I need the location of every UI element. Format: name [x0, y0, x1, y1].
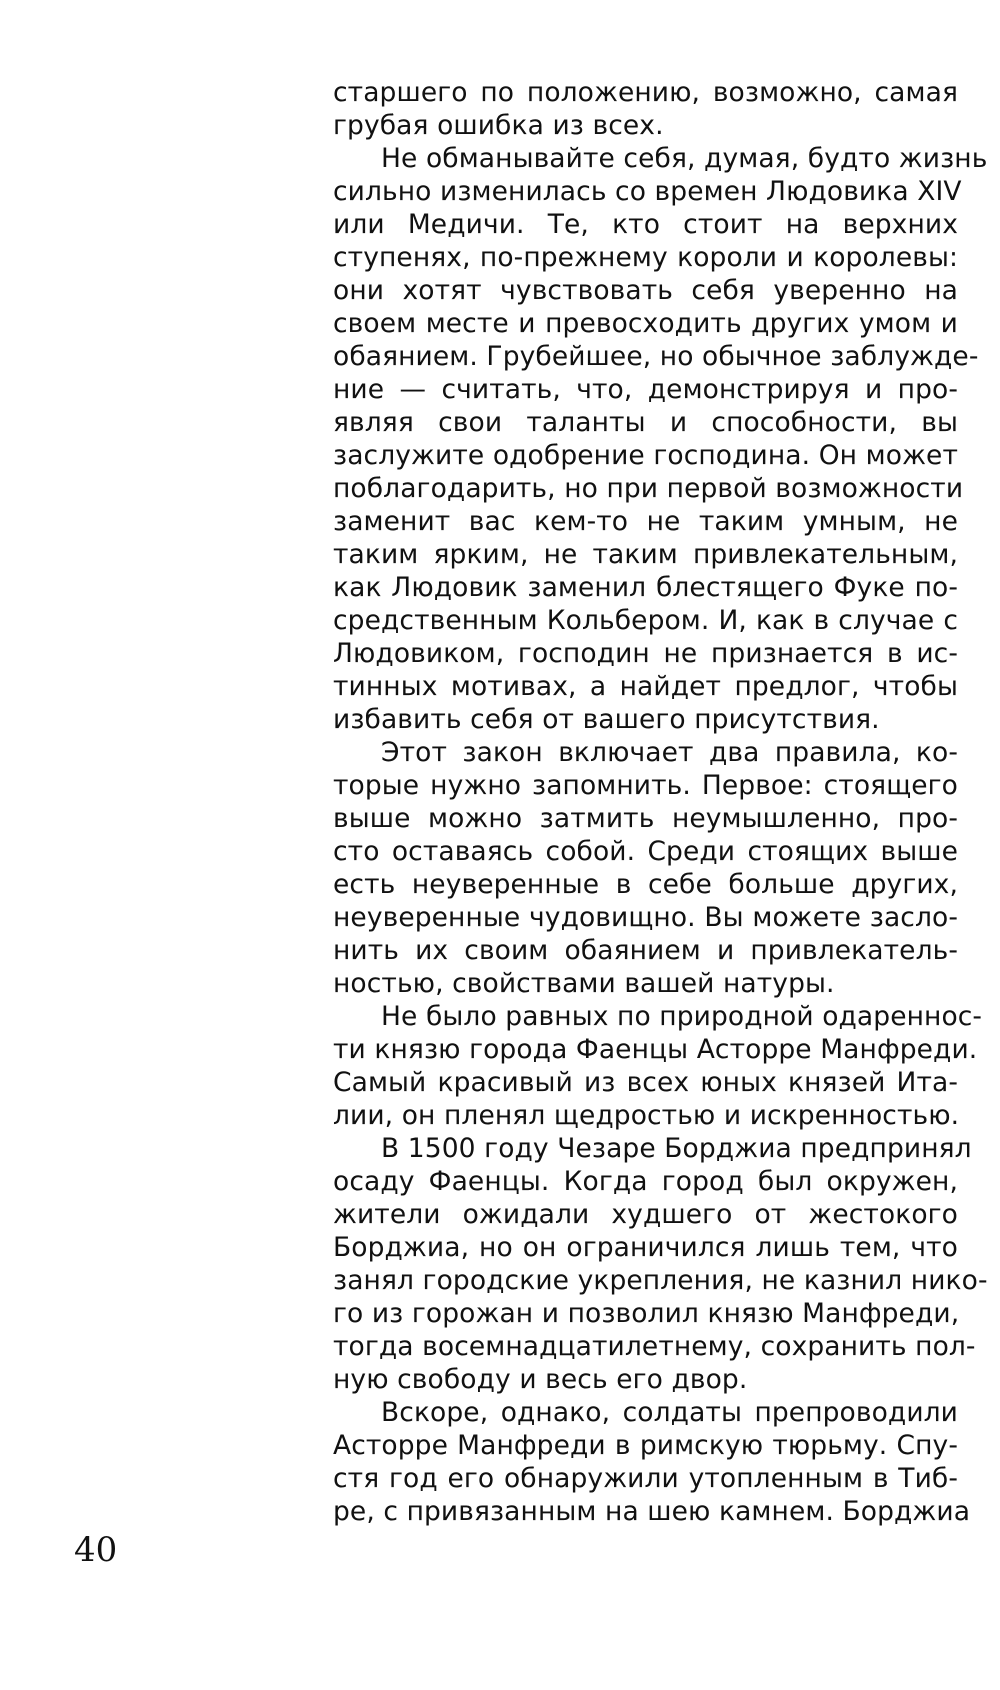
text-line: являя свои таланты и способности, вы — [333, 407, 958, 438]
text-line: заменит вас кем-то не таким умным, не — [333, 506, 958, 537]
text-line: сильно изменилась со времен Людовика XIV — [333, 176, 962, 207]
text-line: Борджиа, но он ограничился лишь тем, что — [333, 1232, 958, 1263]
page-number: 40 — [74, 1530, 118, 1570]
text-line: лии, он пленял щедростью и искренностью. — [333, 1100, 960, 1131]
text-line: средственным Кольбером. И, как в случае с — [333, 605, 958, 636]
text-line: жители ожидали худшего от жестокого — [333, 1199, 958, 1230]
text-line: занял городские укрепления, не казнил нико- — [333, 1265, 988, 1296]
text-line: поблагодарить, но при первой возможности — [333, 473, 964, 504]
text-line: ти князю города Фаенцы Асторре Манфреди. — [333, 1034, 978, 1065]
text-line: грубая ошибка из всех. — [333, 110, 664, 141]
text-line: ние — считать, что, демонстрируя и про- — [333, 374, 958, 405]
text-line: обаянием. Грубейшее, но обычное заблужде- — [333, 341, 979, 372]
text-line: Этот закон включает два правила, ко- — [381, 737, 958, 768]
text-line: таким ярким, не таким привлекательным, — [333, 539, 958, 570]
text-line: торые нужно запомнить. Первое: стоящего — [333, 770, 958, 801]
text-line: выше можно затмить неумышленно, про- — [333, 803, 958, 834]
text-line: тогда восемнадцатилетнему, сохранить пол- — [333, 1331, 976, 1362]
text-line: нить их своим обаянием и привлекатель- — [333, 935, 958, 966]
text-line: неуверенные чудовищно. Вы можете засло- — [333, 902, 958, 933]
text-line: стя год его обнаружили утопленным в Тиб- — [333, 1463, 958, 1494]
text-line: ностью, свойствами вашей натуры. — [333, 968, 835, 999]
text-line: го из горожан и позволил князю Манфреди, — [333, 1298, 960, 1329]
text-line: тинных мотивах, а найдет предлог, чтобы — [333, 671, 958, 702]
text-line: ре, с привязанным на шею камнем. Борджиа — [333, 1496, 971, 1527]
body-text — [333, 76, 988, 1528]
text-line: Не было равных по природной одареннос- — [381, 1001, 983, 1032]
text-line: Не обманывайте себя, думая, будто жизнь — [381, 143, 988, 174]
text-line: старшего по положению, возможно, самая — [333, 77, 958, 108]
text-line: или Медичи. Те, кто стоит на верхних — [333, 209, 958, 240]
text-line: В 1500 году Чезаре Борджиа предпринял — [381, 1133, 972, 1164]
text-line: они хотят чувствовать себя уверенно на — [333, 275, 958, 306]
text-line: есть неуверенные в себе больше других, — [333, 869, 958, 900]
text-line: избавить себя от вашего присутствия. — [333, 704, 880, 735]
text-line: Асторре Манфреди в римскую тюрьму. Спу- — [333, 1430, 958, 1461]
text-line: сто оставаясь собой. Среди стоящих выше — [333, 836, 958, 867]
text-line: как Людовик заменил блестящего Фуке по- — [333, 572, 958, 603]
text-line: ступенях, по-прежнему короли и королевы: — [333, 242, 958, 273]
text-line: своем месте и превосходить других умом и — [333, 308, 958, 339]
text-line: Людовиком, господин не признается в ис- — [333, 638, 958, 669]
text-line: осаду Фаенцы. Когда город был окружен, — [333, 1166, 958, 1197]
text-line: Вскоре, однако, солдаты препроводили — [381, 1397, 958, 1428]
text-line: заслужите одобрение господина. Он может — [333, 440, 958, 471]
text-line: Самый красивый из всех юных князей Ита- — [333, 1067, 958, 1098]
text-line: ную свободу и весь его двор. — [333, 1364, 748, 1395]
